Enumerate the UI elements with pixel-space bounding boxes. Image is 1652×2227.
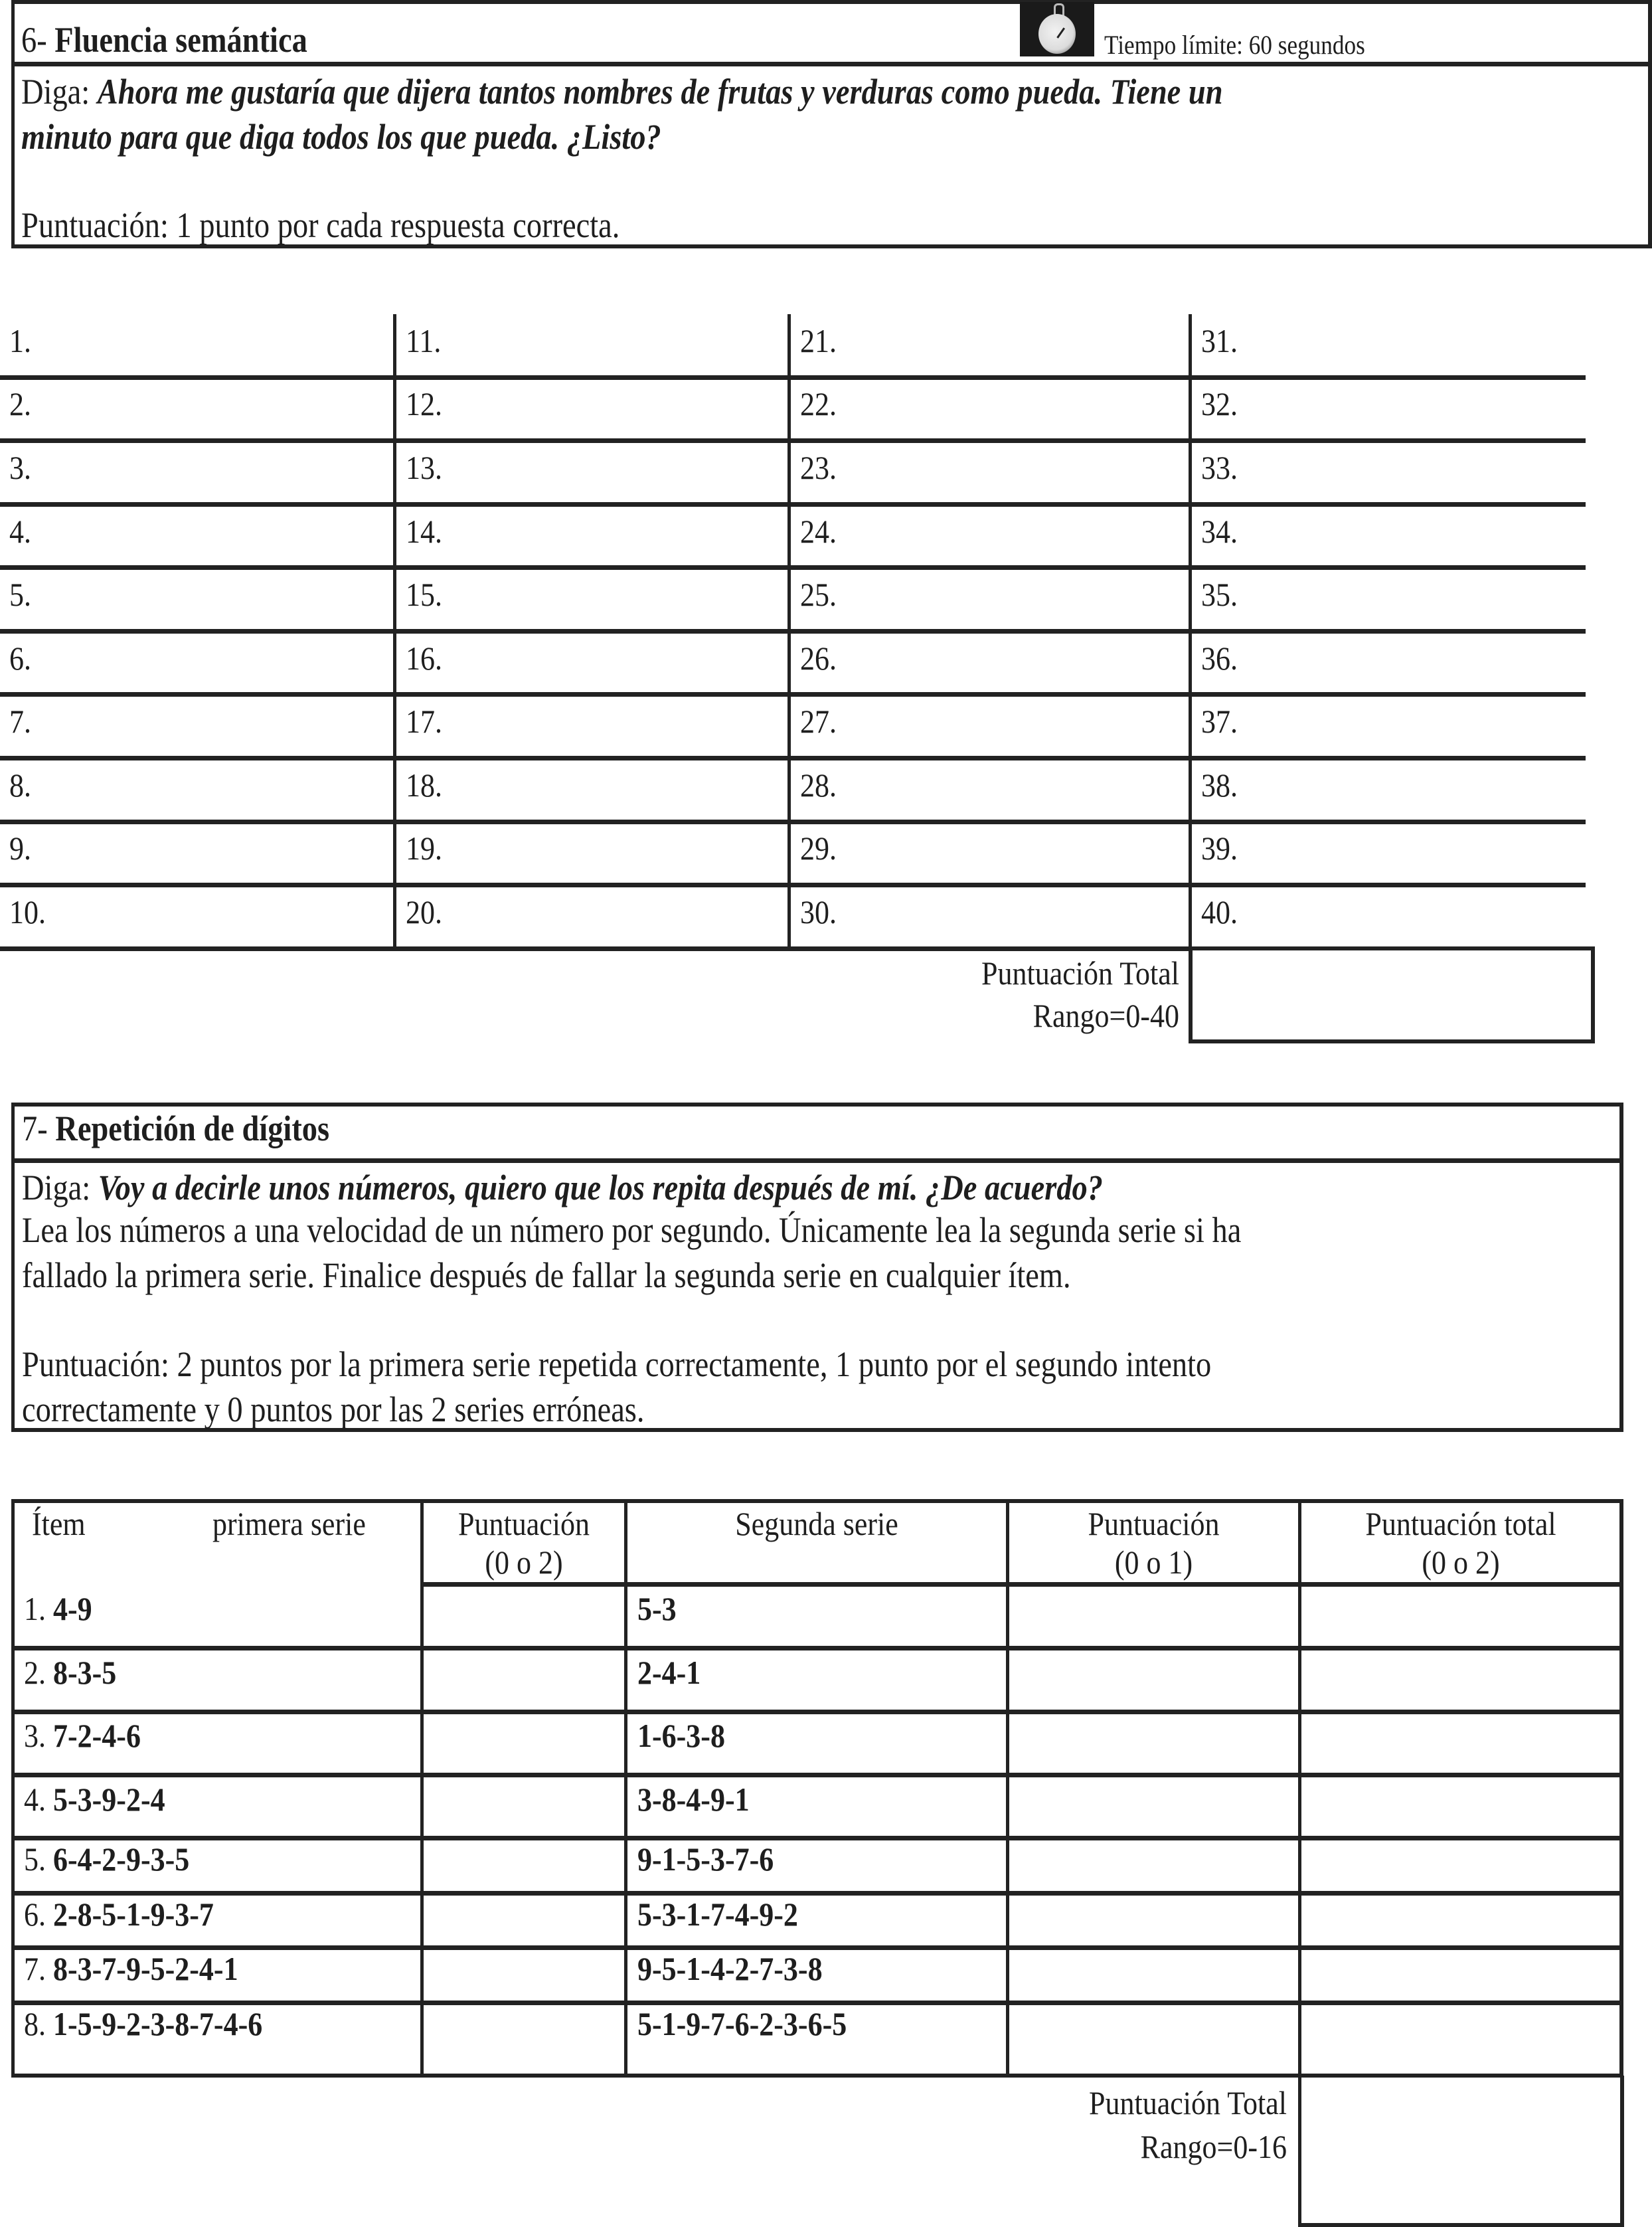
fluency-entry-16[interactable]: 16. [406,640,442,677]
digit-total-score-field[interactable] [1301,2080,1620,2223]
row-total-input[interactable] [1301,2005,1620,2074]
section6-instruction [21,69,1223,114]
score-first-input[interactable] [424,1896,624,1945]
item-number: 5. [24,1840,46,1878]
fluency-entry-13[interactable]: 13. [406,449,442,486]
fluency-entry-9[interactable]: 9. [9,830,31,867]
section7-title: Repetición de dígitos [55,1109,330,1148]
score-first-input[interactable] [424,1650,624,1710]
fluency-entry-39[interactable]: 39. [1201,830,1238,867]
score-second-input[interactable] [1009,1840,1298,1891]
row-total-input[interactable] [1301,1587,1620,1646]
fluency-entry-26[interactable]: 26. [800,640,837,677]
first-series-digits: 4-9 [53,1590,92,1627]
fluency-entry-5[interactable]: 5. [9,576,31,613]
fluency-entry-28[interactable]: 28. [800,766,837,804]
section7-scoring-line2: correctamente y 0 puntos por las 2 series erróneas. [22,1389,645,1429]
col-header-item: Ítem [32,1505,86,1542]
fluency-entry-10[interactable]: 10. [9,893,46,931]
second-series-digits: 3-8-4-9-1 [637,1781,750,1818]
fluency-entry-1[interactable]: 1. [9,322,31,359]
fluency-entry-30[interactable]: 30. [800,893,837,931]
instruction-prefix: Diga: [21,72,90,112]
first-series-digits: 5-3-9-2-4 [53,1781,165,1818]
fluency-entry-19[interactable]: 19. [406,830,442,867]
first-series-digits: 8-3-5 [53,1654,117,1691]
section7-title-divider [11,1158,1623,1163]
section7-instruction [22,1165,1103,1210]
fluency-entry-34[interactable]: 34. [1201,513,1238,550]
first-series-digits: 6-4-2-9-3-5 [53,1840,190,1878]
item-number: 4. [24,1781,46,1818]
fluency-entry-33[interactable]: 33. [1201,449,1238,486]
total-score-label: Puntuación Total [1089,2084,1287,2121]
col-header-total: Puntuación total (0 o 2) [1365,1505,1556,1581]
score-first-input[interactable] [424,2005,624,2074]
section6-number: 6- [21,20,47,60]
score-second-input[interactable] [1009,1587,1298,1646]
item-number: 3. [24,1717,46,1754]
item-number: 7. [24,1950,46,1987]
fluency-entry-17[interactable]: 17. [406,703,442,740]
fluency-entry-14[interactable]: 14. [406,513,442,550]
section6-scoring: Puntuación: 1 punto por cada respuesta correcta. [21,205,620,245]
row-total-input[interactable] [1301,1650,1620,1710]
second-series-digits: 2-4-1 [637,1654,701,1691]
first-series-digits: 1-5-9-2-3-8-7-4-6 [53,2005,263,2042]
col-header-first-series: primera serie [212,1505,366,1542]
section7-heading [22,1109,329,1148]
first-series-digits: 2-8-5-1-9-3-7 [53,1896,214,1933]
item-number: 6. [24,1896,46,1933]
section7-scoring-line1: Puntuación: 2 puntos por la primera serie repetida correctamente, 1 punto por el segundo intento [22,1344,1212,1384]
score-second-input[interactable] [1009,1777,1298,1836]
col-header-score-first: Puntuación (0 o 2) [458,1505,590,1581]
fluency-entry-4[interactable]: 4. [9,513,31,550]
stopwatch-icon [1020,2,1094,56]
item-number: 8. [24,2005,46,2042]
score-second-input[interactable] [1009,1714,1298,1773]
instruction-spoken-line2: minuto para que diga todos los que pueda. ¿Listo? [21,117,661,157]
score-first-input[interactable] [424,1840,624,1891]
fluency-entry-38[interactable]: 38. [1201,766,1238,804]
first-series-digits: 7-2-4-6 [53,1717,141,1754]
section7-instruction-line3: fallado la primera serie. Finalice después de fallar la segunda serie en cualquier ítem. [22,1255,1071,1295]
item-number: 1. [24,1590,46,1627]
fluency-entry-32[interactable]: 32. [1201,385,1238,422]
fluency-entry-29[interactable]: 29. [800,830,837,867]
score-second-input[interactable] [1009,1896,1298,1945]
fluency-total-label [730,952,1179,1037]
total-score-label: Puntuación Total [981,954,1179,992]
range-label: Rango=0-16 [1140,2128,1287,2165]
score-first-input[interactable] [424,1950,624,2001]
section6-instruction-cont [21,114,661,159]
fluency-entry-36[interactable]: 36. [1201,640,1238,677]
second-series-digits: 5-3 [637,1590,677,1627]
fluency-entry-22[interactable]: 22. [800,385,837,422]
row-total-input[interactable] [1301,1777,1620,1836]
score-first-input[interactable] [424,1777,624,1836]
section6-title: Fluencia semántica [54,20,307,60]
instruction-spoken: Voy a decirle unos números, quiero que los repita después de mí. ¿De acuerdo? [98,1168,1103,1207]
fluency-entry-18[interactable]: 18. [406,766,442,804]
fluency-entry-31[interactable]: 31. [1201,322,1238,359]
instruction-spoken-line1: Ahora me gustaría que dijera tantos nombres de frutas y verduras como pueda. Tiene un [97,72,1223,112]
row-total-input[interactable] [1301,1714,1620,1773]
score-first-input[interactable] [424,1714,624,1773]
fluency-entry-27[interactable]: 27. [800,703,837,740]
fluency-entry-15[interactable]: 15. [406,576,442,613]
fluency-entry-37[interactable]: 37. [1201,703,1238,740]
fluency-entry-21[interactable]: 21. [800,322,837,359]
fluency-entry-35[interactable]: 35. [1201,576,1238,613]
second-series-digits: 5-3-1-7-4-9-2 [637,1896,798,1933]
fluency-entry-7[interactable]: 7. [9,703,31,740]
fluency-entry-3[interactable]: 3. [9,449,31,486]
range-label: Rango=0-40 [1032,997,1179,1034]
score-second-input[interactable] [1009,1650,1298,1710]
section6-heading [21,20,307,60]
fluency-entry-8[interactable]: 8. [9,766,31,804]
fluency-entry-6[interactable]: 6. [9,640,31,677]
fluency-entry-12[interactable]: 12. [406,385,442,422]
second-series-digits: 9-1-5-3-7-6 [637,1840,774,1878]
fluency-entry-24[interactable]: 24. [800,513,837,550]
item-number: 2. [24,1654,46,1691]
score-second-input[interactable] [1009,1950,1298,2001]
col-header-score-second: Puntuación (0 o 1) [1088,1505,1220,1581]
section7-number: 7- [22,1109,48,1148]
second-series-digits: 1-6-3-8 [637,1717,725,1754]
row-total-input[interactable] [1301,1840,1620,1891]
time-limit-label: Tiempo límite: 60 segundos [1104,30,1365,60]
digit-total-label [797,2081,1287,2169]
fluency-entry-23[interactable]: 23. [800,449,837,486]
score-first-input[interactable] [424,1587,624,1646]
fluency-entry-11[interactable]: 11. [406,322,442,359]
second-series-digits: 9-5-1-4-2-7-3-8 [637,1950,823,1987]
row-total-input[interactable] [1301,1896,1620,1945]
row-total-input[interactable] [1301,1950,1620,2001]
section6-title-divider [11,62,1652,66]
first-series-digits: 8-3-7-9-5-2-4-1 [53,1950,238,1987]
fluency-entry-20[interactable]: 20. [406,893,442,931]
section7-instruction-line2: Lea los números a una velocidad de un número por segundo. Únicamente lea la segunda serie si ha [22,1210,1242,1250]
second-series-digits: 5-1-9-7-6-2-3-6-5 [637,2005,847,2042]
col-header-second-series: Segunda serie [735,1505,898,1542]
fluency-entry-25[interactable]: 25. [800,576,837,613]
score-second-input[interactable] [1009,2005,1298,2074]
fluency-total-score-field[interactable] [1189,946,1595,1043]
instruction-prefix: Diga: [22,1168,91,1207]
fluency-entry-2[interactable]: 2. [9,385,31,422]
fluency-entry-40[interactable]: 40. [1201,893,1238,931]
